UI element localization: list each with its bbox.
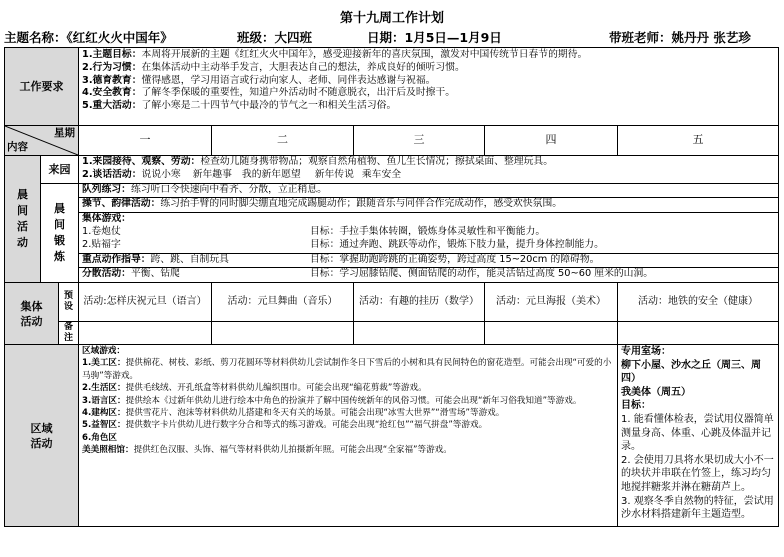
special-title: 专用室场： <box>621 346 671 357</box>
gym-content: 操节、韵律活动：练习抬手臂的同时脚尖绷直地完成踢腿动作；跟随音乐与同伴合作完成动作，感受欢快氛围。 <box>79 198 779 213</box>
work-requirements-row <box>5 48 779 126</box>
arrival-line2: 2.谈话活动：说说小寒 新年趣事 我的新年愿望 新年传说 乘车安全 <box>82 168 402 180</box>
area-item: 美美照相馆：提供红色汉服、头饰、福气等材料供幼儿拍摄新年照。可能会出现“全家福”等游戏。 <box>82 445 452 456</box>
gym-row <box>5 198 779 213</box>
focus-content: 重点动作指导：跨、跳、自制玩具 目标：掌握助跑跨跳的正确姿势，跨过高度 15~20cm 的障碍物。 <box>79 254 779 268</box>
group-activity-row <box>5 283 779 322</box>
preset-label: 预 设 <box>59 283 79 322</box>
games-content <box>79 213 779 254</box>
special-room-content <box>618 345 779 527</box>
work-requirements-content <box>79 48 779 126</box>
arrival-row <box>5 156 779 184</box>
game-item: 2.贴福字 目标：通过奔跑、跳跃等动作，锻炼下肢力量，提升身体控制能力。 <box>82 238 604 250</box>
morning-label: 晨 间 活 动 <box>5 156 41 283</box>
group-exercise-content: 分散活动：平衡、钻爬 目标：学习屈膝钻爬、侧面钻爬的动作，能灵活钻过高度 50~60 厘米的山洞。 <box>79 268 779 283</box>
activity-wed: 活动：有趣的挂历（数学） <box>354 283 485 322</box>
games-title: 集体游戏： <box>82 213 131 224</box>
teachers: 带班老师：姚丹丹 张艺珍 <box>609 30 751 45</box>
formation-content: 队列练习：练习听口令快速向中看齐、分散，立正稍息。 <box>79 184 779 198</box>
activity-mon: 活动:怎样庆祝元旦（语言） <box>79 283 212 322</box>
notes-fri <box>618 322 779 345</box>
class-name: 班级：大四班 <box>237 30 313 45</box>
theme-name: 主题名称：《红红火火中国年》 <box>4 30 173 45</box>
corner-weekday: 星期 <box>54 127 75 139</box>
arrival-label: 来园 <box>41 156 79 184</box>
day-tue: 二 <box>212 126 354 156</box>
corner-cell <box>5 126 79 156</box>
notes-mon <box>79 322 212 345</box>
area-item: 4.建构区：提供雪花片、泡沫等材料供幼儿搭建和冬天有关的场景。可能会出现“冰雪大世界”“滑雪场”等游戏。 <box>82 408 505 419</box>
goal-title: 目标： <box>621 400 651 412</box>
exercise-label: 晨 间 锻 炼 <box>41 184 79 283</box>
goal-item: 2. 会使用刀具将水果切成大小不一的块状并串联在竹签上，练习均匀地搅拌糖浆并淋在糖葫芦上。 <box>621 454 774 493</box>
area-item: 5.益智区：提供数字卡片供幼儿进行数字分合和等式的练习游戏。可能会出现“抢红包”“福气拼盘”等游戏。 <box>82 420 488 431</box>
goal-item: 3. 观察冬季自然物的特征，尝试用沙水材料搭建新年主题造型。 <box>621 495 774 521</box>
plan-table <box>4 47 779 527</box>
week-header-row <box>5 126 779 156</box>
date-range: 日期：1月5日—1月9日 <box>367 30 502 45</box>
activity-fri: 活动：地铁的安全（健康） <box>618 283 779 322</box>
notes-row <box>5 322 779 345</box>
notes-thu <box>485 322 618 345</box>
req-item: 5.重大活动：了解小寒是二十四节气中最冷的节气之一和相关生活习俗。 <box>82 100 397 112</box>
day-wed: 三 <box>354 126 485 156</box>
arrival-content <box>79 156 779 184</box>
req-item: 3.德育教育：懂得感恩，学习用语言或行动向家人、老师、同伴表达感谢与祝福。 <box>82 74 436 86</box>
req-item: 1.主题目标：本周将开展新的主题《红红火火中国年》，感受迎接新年的喜庆氛围，激发对中国传统节日春节的期待。 <box>82 49 588 60</box>
area-label: 区域 活动 <box>5 345 79 527</box>
games-row <box>5 213 779 254</box>
activity-tue: 活动：元旦舞曲（音乐） <box>212 283 354 322</box>
day-mon: 一 <box>79 126 212 156</box>
focus-row <box>5 254 779 268</box>
group-exercise-row <box>5 268 779 283</box>
notes-label: 备 注 <box>59 322 79 345</box>
day-thu: 四 <box>485 126 618 156</box>
special-line2: 我美体（周五） <box>621 386 691 398</box>
plan-header <box>4 29 780 46</box>
notes-wed <box>354 322 485 345</box>
arrival-line1: 1.来园接待、观察、劳动：检查幼儿随身携带物品；观察自然角植物、鱼儿生长情况；擦拭桌面、整理玩具。 <box>82 156 553 167</box>
area-item: 1.美工区：提供棉花、树枝、彩纸、剪刀花圆环等材料供幼儿尝试制作冬日下雪后的小树和具有民间特色的窗花造型。可能会出现“可爱的小马驹”等游戏。 <box>82 358 612 381</box>
formation-row <box>5 184 779 198</box>
goal-item: 1. 能看懂体检表，尝试用仪器简单测量身高、体重、心跳及体温并记录。 <box>621 413 774 453</box>
area-item: 6.角色区 <box>82 432 118 443</box>
area-item: 2.生活区：提供毛线绒、开孔纸盒等材料供幼儿编织围巾。可能会出现“编花剪裁”等游戏。 <box>82 383 427 394</box>
special-line1: 柳下小屋、沙水之丘（周三、周四） <box>621 359 761 385</box>
area-games-content <box>79 345 618 527</box>
req-item: 2.行为习惯：在集体活动中主动举手发言，大胆表达自己的想法，养成良好的倾听习惯。 <box>82 61 465 73</box>
page-title: 第十九周工作计划 <box>339 11 444 26</box>
corner-content: 内容 <box>7 141 28 154</box>
work-requirements-label: 工作要求 <box>5 48 79 126</box>
notes-tue <box>212 322 354 345</box>
area-row <box>5 345 779 527</box>
day-fri: 五 <box>618 126 779 156</box>
area-title: 区域游戏： <box>82 346 125 356</box>
group-activity-label: 集体 活动 <box>5 283 59 345</box>
activity-thu: 活动：元旦海报（美术） <box>485 283 618 322</box>
req-item: 4.安全教育：了解冬季保暖的重要性，知道户外活动时不随意脱衣，出汗后及时擦干。 <box>82 87 456 99</box>
game-item: 1.卷炮仗 目标：手拉手集体转圈，锻炼身体灵敏性和平衡能力。 <box>82 225 546 237</box>
area-item: 3.语言区：提供绘本《过新年供幼儿进行绘本中角色的扮演并了解中国传统新年的风俗习惯。可能会出现“新年习俗我知道”等游戏。 <box>82 395 582 406</box>
